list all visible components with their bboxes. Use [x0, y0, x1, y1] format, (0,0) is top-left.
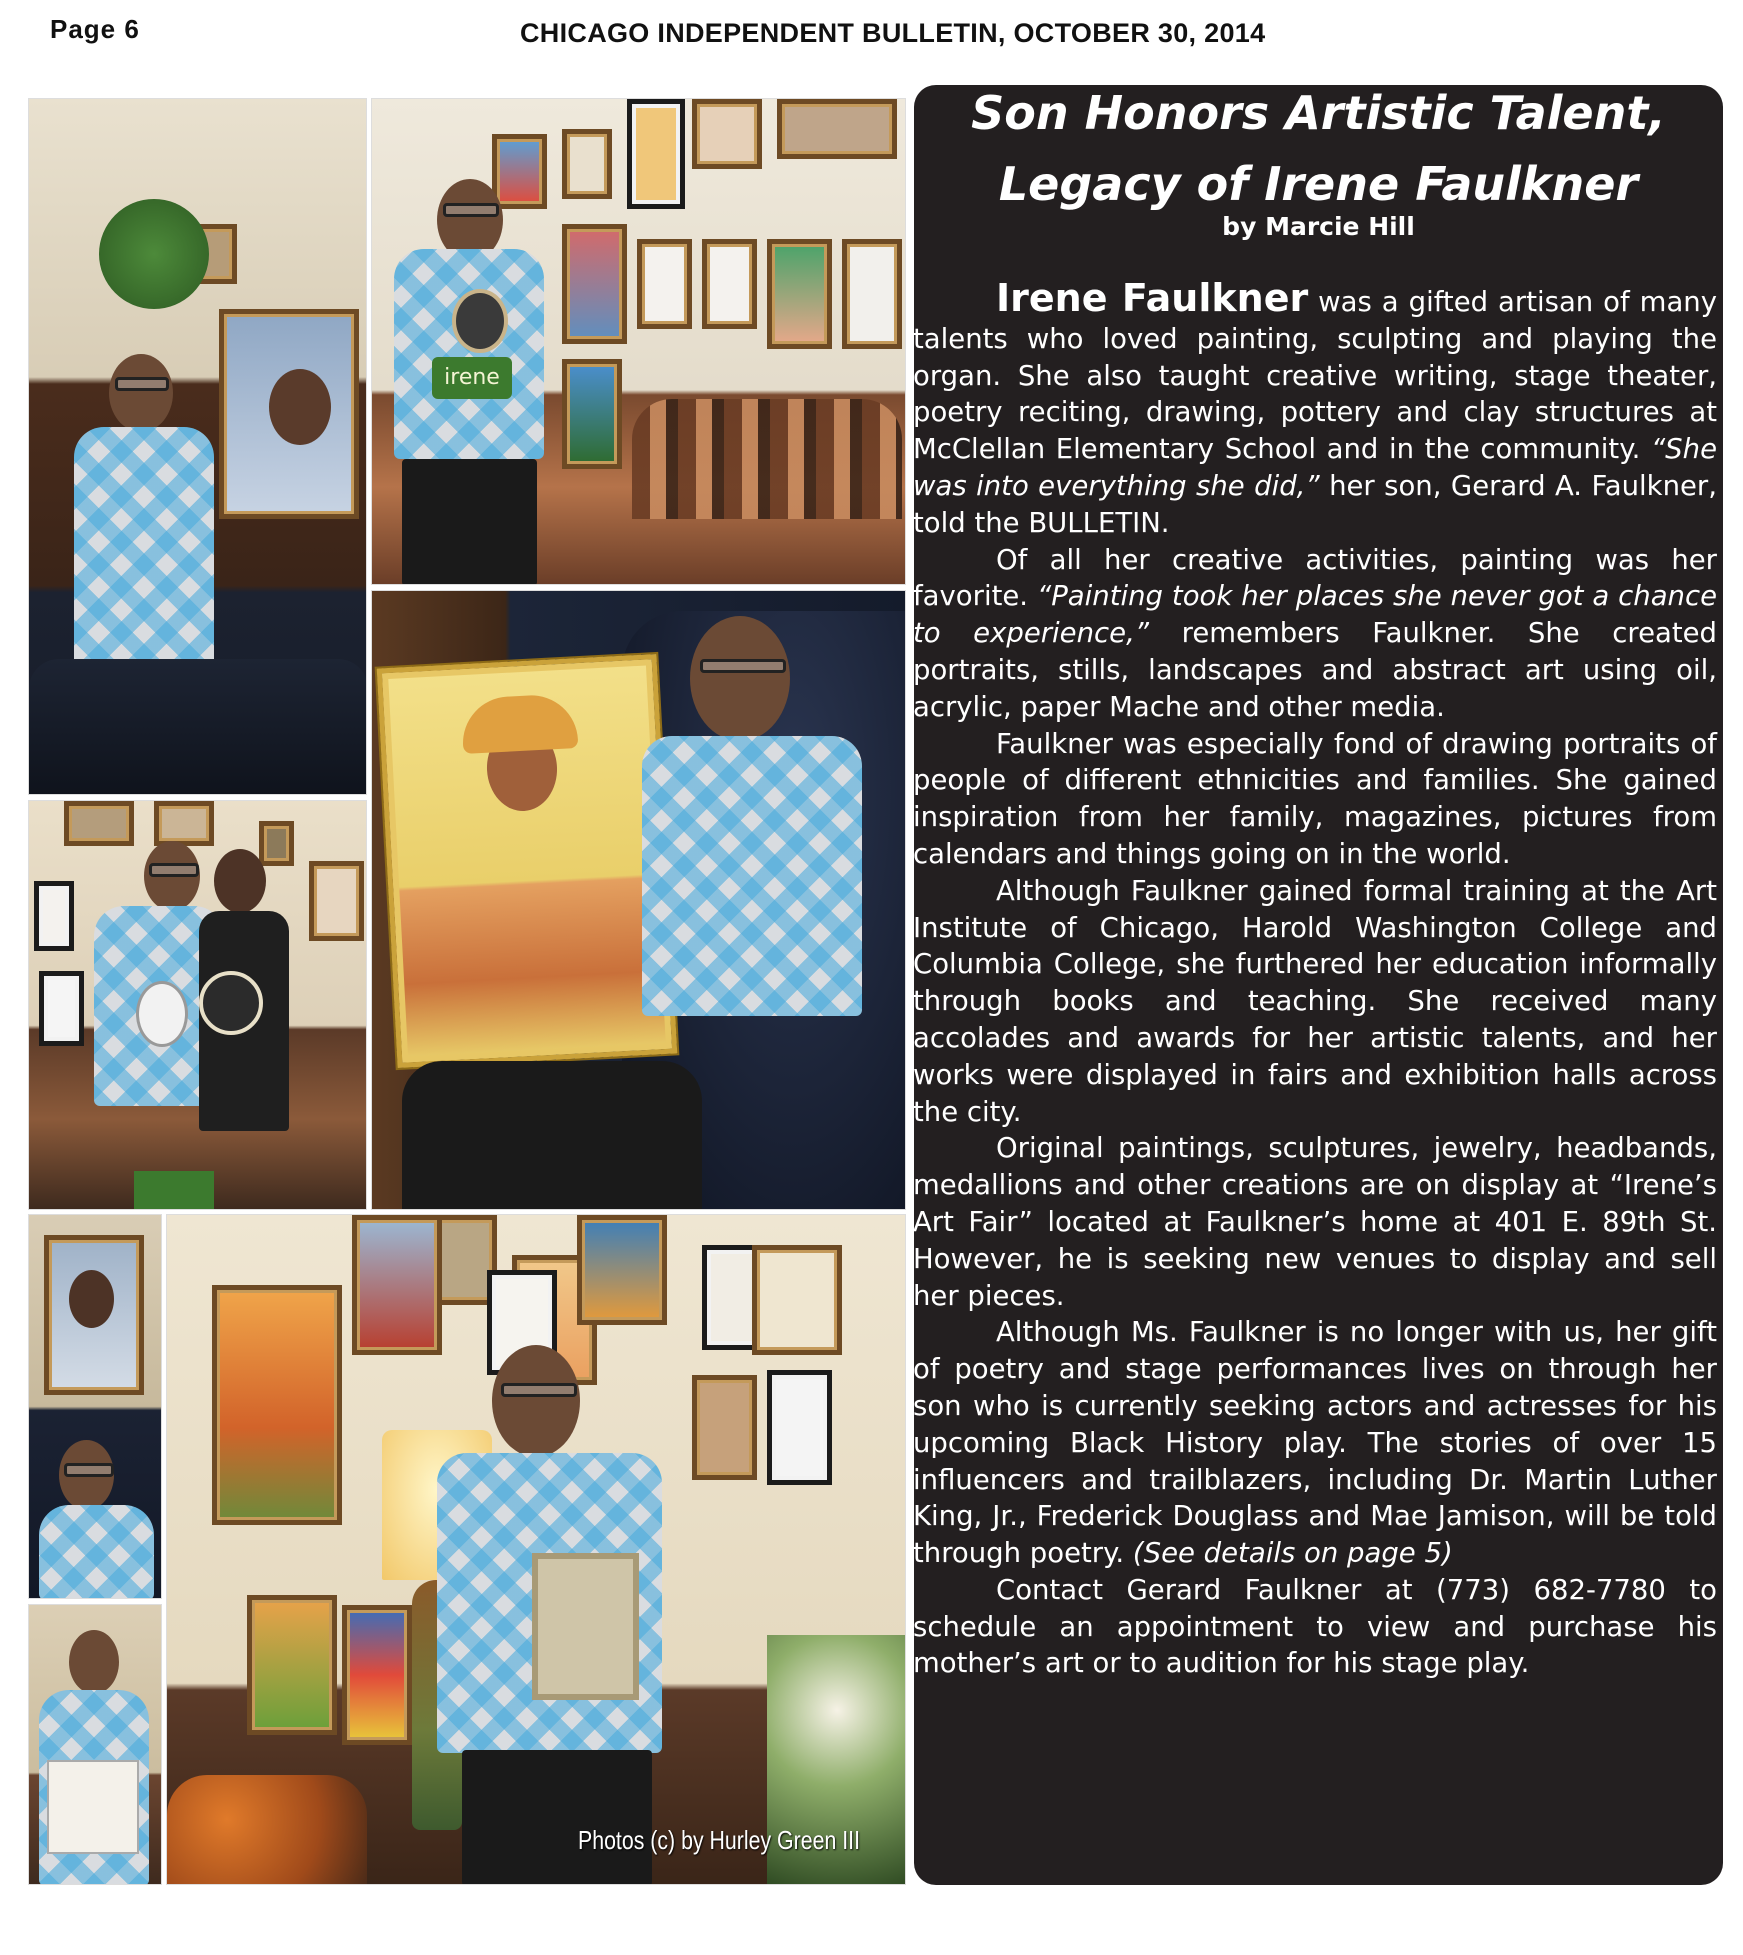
- masthead: CHICAGO INDEPENDENT BULLETIN, OCTOBER 30, 2014: [520, 18, 1266, 48]
- photo-man-with-certificate: [28, 1604, 162, 1885]
- quote: “She was into everything she did,”: [913, 433, 1717, 502]
- paragraph-2: Of all her creative activities, painting was her favorite. “Painting took her places she never got a chance to experience,” remembers Faulkner. She created portraits, stills, landscapes and abstract art using oil, acrylic, paper Mache and other media.: [913, 543, 1718, 723]
- paragraph-4: Although Faulkner gained formal training at the Art Institute of Chicago, Harold Washington College and Columbia College, she furthered her education informally through books and teaching. She received many accolades and awards for her artistic talents, and her works were displayed in fairs and exhibition halls across the city.: [913, 874, 1717, 1128]
- paragraph-3: Faulkner was especially fond of drawing portraits of people of different ethnicities and families. She gained inspiration from her family, magazines, pictures from calendars and things going on in the world.: [913, 727, 1717, 870]
- paragraph-5: Original paintings, sculptures, jewelry, headbands, medallions and other creations are on display at “Irene’s Art Fair” located at Faulkner’s home at 401 E. 89th St. However, he is seeking new venues to display and sell her pieces.: [913, 1132, 1717, 1312]
- paragraph-6: Although Ms. Faulkner is no longer with us, her gift of poetry and stage performances lives on through her son who is currently seeking actors and actresses for his upcoming Black History play. The stories of over 15 influencers and trailblazers, including Dr. Martin Luther King, Jr., Frederick Douglass and Mae Jamison, will be told through poetry. (See details on page 5): [913, 1316, 1717, 1570]
- headline: [914, 78, 1723, 220]
- photo-man-with-medallion: [371, 98, 906, 585]
- byline: by Marcie Hill: [1222, 212, 1415, 241]
- photo-man-with-portrait: [28, 98, 367, 795]
- paragraph-7: Contact Gerard Faulkner at (773) 682-7780 to schedule an appointment to view and purchase his mother’s art or to audition for his stage play.: [913, 1573, 1717, 1680]
- photo-man-with-painting: [371, 590, 906, 1210]
- photo-credit: Photos (c) by Hurley Green III: [578, 1825, 861, 1855]
- lead-name: Irene Faulkner: [996, 276, 1309, 320]
- article-body: [913, 276, 1718, 1682]
- photo-man-with-photograph: [166, 1214, 906, 1885]
- paragraph-1: Irene Faulkner was a gifted artisan of many talents who loved painting, sculpting and playing the organ. She also taught creative writing, stage theater, poetry reciting, drawing, pottery and clay structures at McClellan Elementary School and in the community. “She was into everything she did,” her son, Gerard A. Faulkner, told the BULLETIN.: [913, 276, 1717, 539]
- headline-line-2: Legacy of Irene Faulkner: [998, 157, 1639, 211]
- photo-man-and-woman: [28, 800, 367, 1210]
- headline-line-1: Son Honors Artistic Talent,: [971, 86, 1666, 140]
- page-reference: (See details on page 5): [1132, 1537, 1453, 1570]
- irene-sign: irene: [432, 357, 512, 399]
- page-number: Page 6: [50, 14, 140, 44]
- quote: “Painting took her places she never got a chance to experience,”: [913, 580, 1718, 650]
- photo-portrait-and-seated-man: [28, 1214, 162, 1599]
